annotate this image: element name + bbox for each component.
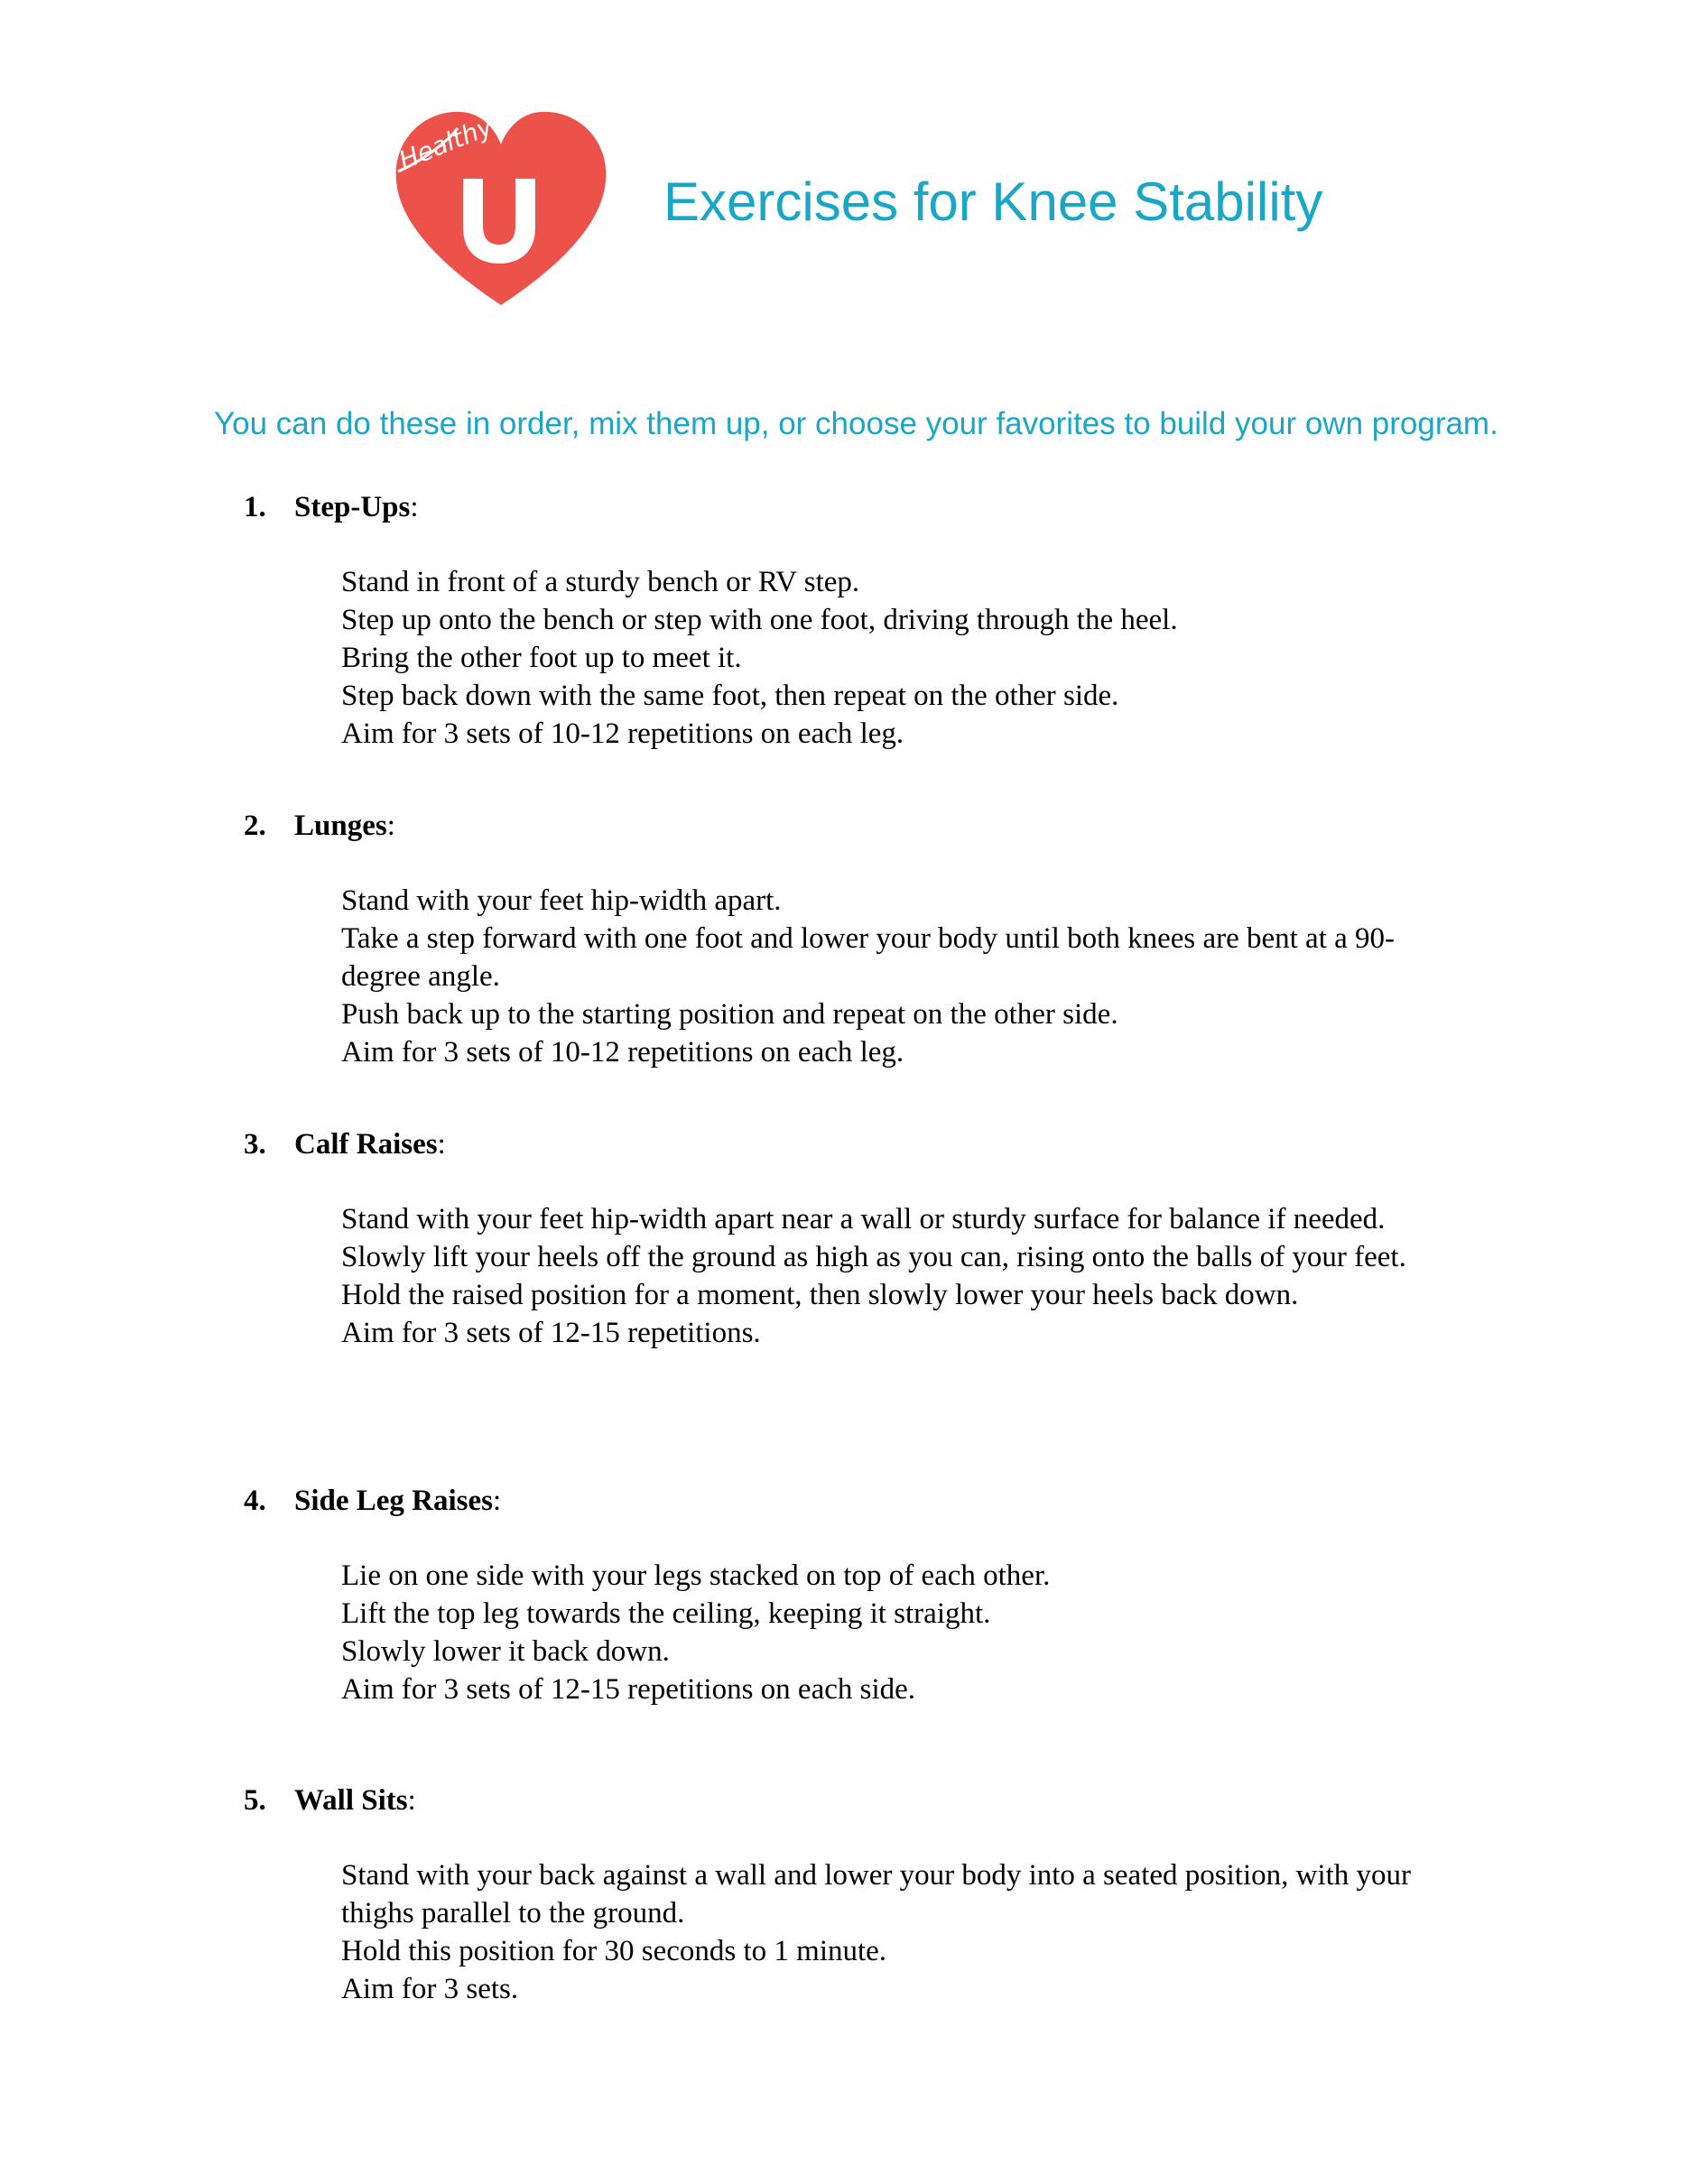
exercise-name: Side Leg Raises xyxy=(294,1485,494,1517)
exercise-name: Wall Sits xyxy=(294,1784,408,1817)
exercise-name: Step-Ups xyxy=(294,491,411,523)
step-line: Take a step forward with one foot and lower your body until both knees are bent at a 90-degree angle. xyxy=(341,922,1396,993)
step-line: Aim for 3 sets of 12-15 repetitions. xyxy=(341,1317,761,1349)
step-line: Slowly lift your heels off the ground as high as you can, rising onto the balls of your feet. xyxy=(341,1241,1406,1273)
exercise-steps xyxy=(341,1856,1451,2008)
heading-colon: : xyxy=(410,491,419,523)
healthy-u-logo xyxy=(393,108,609,311)
exercise-heading xyxy=(244,487,1526,527)
exercise-steps xyxy=(341,1200,1451,1352)
heading-colon: : xyxy=(437,1128,446,1161)
heart-icon xyxy=(393,108,609,311)
step-line: Slowly lower it back down. xyxy=(341,1635,670,1668)
exercise-side-leg-raises xyxy=(244,1481,1526,1708)
step-line: Aim for 3 sets of 10-12 repetitions on each leg. xyxy=(341,1036,904,1069)
exercise-heading xyxy=(244,1481,1526,1521)
step-line: Step up onto the bench or step with one foot, driving through the heel. xyxy=(341,604,1178,636)
step-line: Lie on one side with your legs stacked on top of each other. xyxy=(341,1559,1051,1592)
exercise-steps xyxy=(341,882,1451,1071)
step-line: Stand with your feet hip-width apart. xyxy=(341,884,782,917)
exercise-number: 2. xyxy=(244,810,266,842)
svg-text:Healthy: Healthy xyxy=(394,111,497,176)
exercise-number: 4. xyxy=(244,1485,266,1517)
step-line: Hold the raised position for a moment, then slowly lower your heels back down. xyxy=(341,1279,1299,1311)
step-line: Aim for 3 sets. xyxy=(341,1973,519,2005)
exercise-name: Calf Raises xyxy=(294,1128,438,1161)
heading-colon: : xyxy=(493,1485,502,1517)
intro-text: You can do these in order, mix them up, or choose your favorites to build your own program. xyxy=(214,406,1498,441)
step-line: Hold this position for 30 seconds to 1 minute. xyxy=(341,1935,887,1967)
step-line: Stand in front of a sturdy bench or RV step. xyxy=(341,566,860,598)
step-line: Push back up to the starting position and repeat on the other side. xyxy=(341,998,1118,1031)
exercise-step-ups xyxy=(244,487,1526,753)
exercise-calf-raises xyxy=(244,1124,1526,1352)
exercise-steps xyxy=(341,1557,1451,1708)
exercise-wall-sits xyxy=(244,1781,1526,2008)
heading-colon: : xyxy=(407,1784,416,1817)
exercise-number: 1. xyxy=(244,491,266,523)
step-line: Aim for 3 sets of 12-15 repetitions on each side. xyxy=(341,1673,916,1706)
step-line: Step back down with the same foot, then repeat on the other side. xyxy=(341,680,1119,712)
exercise-steps xyxy=(341,563,1451,753)
exercise-heading xyxy=(244,1124,1526,1164)
heading-colon: : xyxy=(386,810,395,842)
step-line: Lift the top leg towards the ceiling, keeping it straight. xyxy=(341,1597,991,1630)
page-title: Exercises for Knee Stability xyxy=(663,171,1323,232)
exercise-heading xyxy=(244,806,1526,846)
exercise-name: Lunges xyxy=(294,810,387,842)
step-line: Stand with your feet hip-width apart near a wall or sturdy surface for balance if needed. xyxy=(341,1203,1386,1235)
exercise-heading xyxy=(244,1781,1526,1820)
step-line: Aim for 3 sets of 10-12 repetitions on each leg. xyxy=(341,717,904,750)
exercise-number: 5. xyxy=(244,1784,266,1817)
exercise-lunges xyxy=(244,806,1526,1071)
step-line: Stand with your back against a wall and lower your body into a seated position, with your thighs parallel to the ground. xyxy=(341,1859,1412,1930)
exercise-number: 3. xyxy=(244,1128,266,1161)
step-line: Bring the other foot up to meet it. xyxy=(341,642,742,674)
